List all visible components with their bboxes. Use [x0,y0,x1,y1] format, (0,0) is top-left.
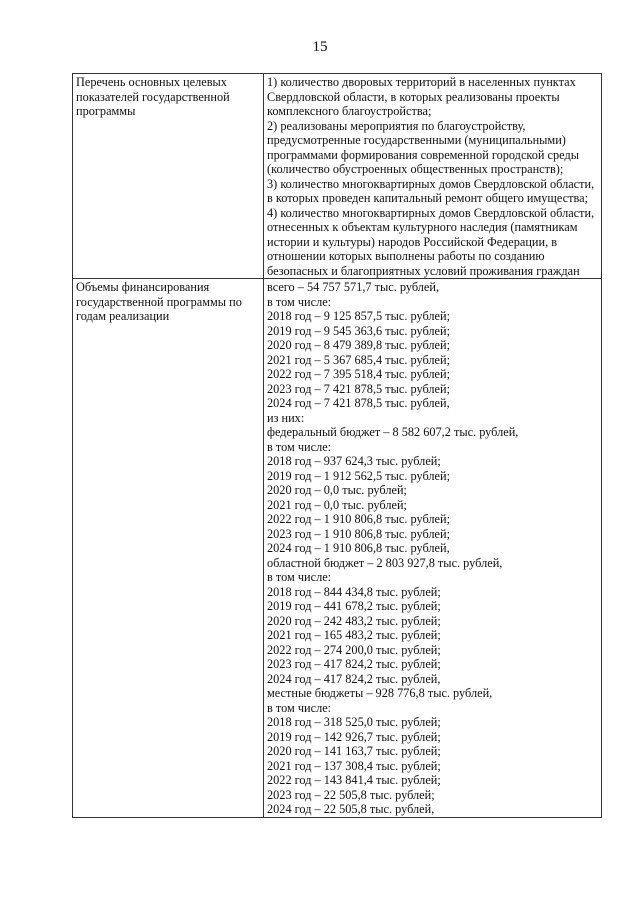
text-line: государственной программы по [76,294,242,309]
text-line: отношении которых выполнены работы по созданию [267,249,545,263]
text-line: 3) количество многоквартирных домов Свердловской области, [267,176,595,191]
text-line: (количество обустроенных общественных пространств); [267,162,564,176]
text-line: 2018 год – 9 125 857,5 тыс. рублей; [267,309,450,323]
program-passport-table [72,73,602,818]
text-line: всего – 54 757 571,7 тыс. рублей, [267,280,440,294]
text-line: 2022 год – 7 395 518,4 тыс. рублей; [267,367,450,381]
table-row-target-indicators [73,74,602,279]
text-line: 2021 год – 0,0 тыс. рублей; [267,497,407,512]
text-line: 2018 год – 937 624,3 тыс. рублей; [267,454,441,468]
text-line: 2018 год – 844 434,8 тыс. рублей; [267,584,441,599]
text-line: 2022 год – 143 841,4 тыс. рублей; [267,773,441,787]
text-line: в том числе: [267,570,332,584]
text-line: 2024 год – 1 910 806,8 тыс. рублей, [267,541,450,555]
text-line: Свердловской области, в которых реализованы проекты [267,89,560,104]
text-line: областной бюджет – 2 803 927,8 тыс. рублей, [267,555,503,570]
text-line: истории и культуры) народов Российской Федерации, в [267,234,558,249]
table-row-financing [73,279,602,818]
text-line: показателей государственной [76,89,230,104]
text-line: в том числе: [267,294,332,309]
label-cell-financing [73,279,264,818]
text-line: 2021 год – 5 367 685,4 тыс. рублей; [267,352,450,367]
text-line: 4) количество многоквартирных домов Свердловской области, [267,205,595,220]
text-line: 2021 год – 137 308,4 тыс. рублей; [267,758,441,773]
text-line: Перечень основных целевых [76,75,227,89]
text-line: безопасных и благоприятных условий проживания граждан [267,263,580,278]
text-line: отнесенных к объектам культурного наследия (памятникам [267,220,578,234]
text-line: в том числе: [267,439,332,454]
text-line: 2023 год – 417 824,2 тыс. рублей; [267,657,441,671]
text-line: федеральный бюджет – 8 582 607,2 тыс. рублей, [267,425,519,439]
label-cell-target-indicators [73,74,264,279]
text-line: 2021 год – 165 483,2 тыс. рублей; [267,628,441,642]
text-line: 2020 год – 242 483,2 тыс. рублей; [267,613,441,628]
text-line: 2019 год – 1 912 562,5 тыс. рублей; [267,468,450,483]
text-line: в которых проведен капитальный ремонт общего имущества; [267,191,589,205]
text-line: 2024 год – 22 505,8 тыс. рублей, [267,802,435,816]
text-line: программы [76,104,136,118]
text-line: 2024 год – 417 824,2 тыс. рублей, [267,671,441,686]
text-line: 2019 год – 441 678,2 тыс. рублей; [267,599,441,613]
text-line: местные бюджеты – 928 776,8 тыс. рублей, [267,686,493,700]
text-line: 2023 год – 7 421 878,5 тыс. рублей; [267,381,450,396]
text-line: 2024 год – 7 421 878,5 тыс. рублей, [267,396,450,410]
text-line: Объемы финансирования [76,280,210,294]
text-line: 2022 год – 274 200,0 тыс. рублей; [267,642,441,657]
page-number: 15 [312,39,328,55]
text-line: 2018 год – 318 525,0 тыс. рублей; [267,715,441,729]
text-line: 2023 год – 1 910 806,8 тыс. рублей; [267,526,450,541]
text-line: предусмотренные государственными (муниципальными) [267,133,566,147]
text-line: 1) количество дворовых территорий в населенных пунктах [267,75,576,89]
text-line: программами формирования современной городской среды [267,147,579,162]
text-line: 2020 год – 8 479 389,8 тыс. рублей; [267,338,450,352]
value-cell-financing [264,279,602,818]
text-line: 2020 год – 141 163,7 тыс. рублей; [267,744,441,758]
text-line: из них: [267,410,305,425]
text-line: 2022 год – 1 910 806,8 тыс. рублей; [267,512,450,526]
text-line: 2023 год – 22 505,8 тыс. рублей; [267,787,435,802]
text-line: комплексного благоустройства; [267,104,432,118]
text-line: в том числе: [267,700,332,715]
text-line: 2019 год – 9 545 363,6 тыс. рублей; [267,323,450,338]
text-line: годам реализации [76,309,170,323]
text-line: 2) реализованы мероприятия по благоустройству, [267,118,526,133]
text-line: 2019 год – 142 926,7 тыс. рублей; [267,729,441,744]
value-cell-target-indicators [264,74,602,279]
text-line: 2020 год – 0,0 тыс. рублей; [267,483,407,497]
